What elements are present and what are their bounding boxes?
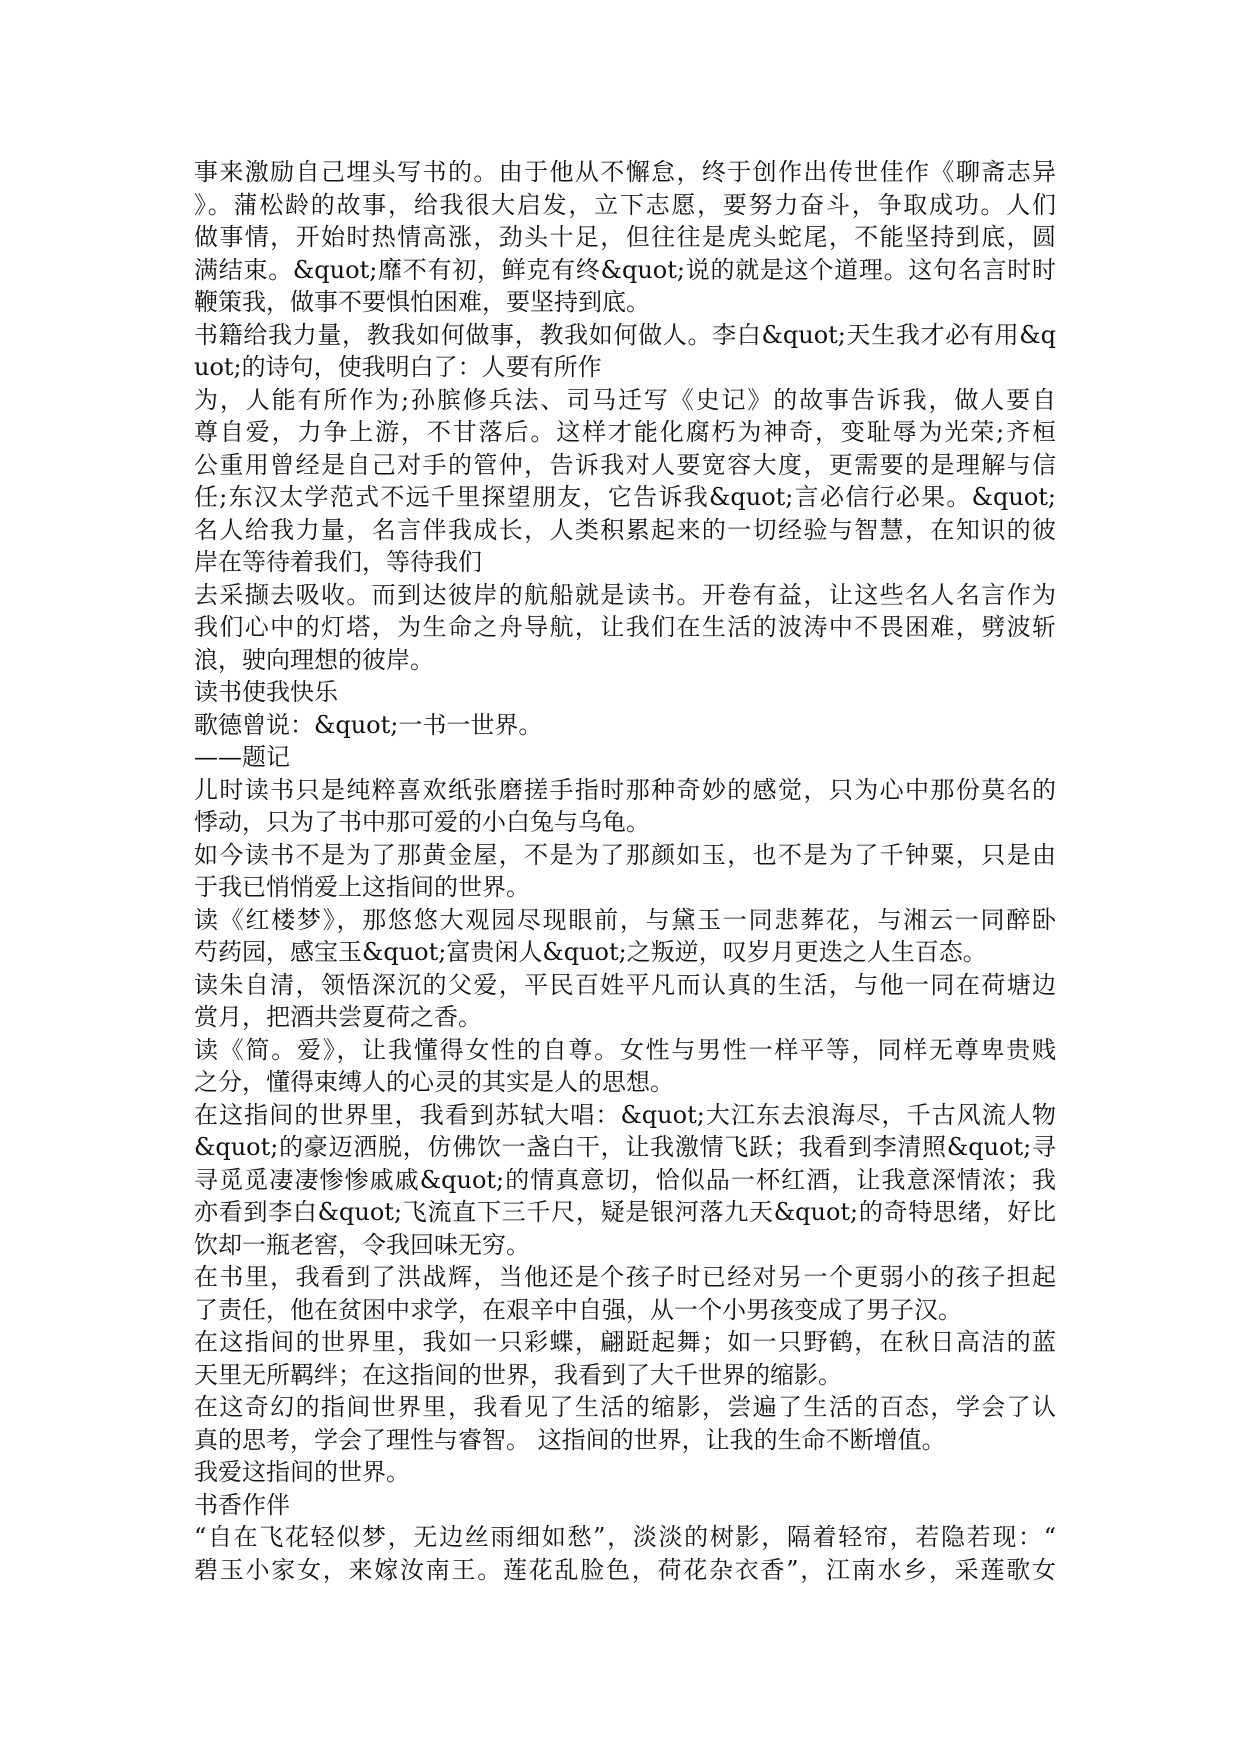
- text-line: uot;的诗句，使我明白了：人要有所作: [194, 353, 602, 381]
- text-line: 在书里，我看到了洪战辉，当他还是个孩子时已经对另一个更弱小的孩子担起: [194, 1263, 1056, 1291]
- text-line: 儿时读书只是纯粹喜欢纸张磨搓手指时那种奇妙的感觉，只为心中那份莫名的: [194, 775, 1056, 804]
- text-line: 读《简。爱》，让我懂得女性的自尊。女性与男性一样平等，同样无尊卑贵贱: [194, 1035, 1056, 1064]
- text-line: &quot;的豪迈洒脱，仿佛饮一盏白干，让我激情飞跃；我看到李清照&quot;寻: [194, 1133, 1056, 1161]
- text-line: 于我已悄悄爱上这指间的世界。: [194, 873, 530, 901]
- text-line: 公重用曾经是自己对手的管仲，告诉我对人要宽容大度，更需要的是理解与信: [194, 450, 1056, 479]
- text-line: 尊自爱，力争上游，不甘落后。这样才能化腐朽为神奇，变耻辱为光荣;齐桓: [194, 418, 1056, 446]
- text-line: ——题记: [194, 743, 290, 771]
- text-line: 读《红楼梦》，那悠悠大观园尽现眼前，与黛玉一同悲葬花，与湘云一同醉卧: [194, 905, 1056, 934]
- document-body: [194, 156, 1056, 1586]
- text-line: 悸动，只为了书中那可爱的小白兔与乌龟。: [194, 808, 650, 836]
- text-line: 亦看到李白&quot;飞流直下三千尺，疑是银河落九天&quot;的奇特思绪，好比: [194, 1198, 1056, 1226]
- text-line: 为，人能有所作为;孙膑修兵法、司马迁写《史记》的故事告诉我，做人要自: [194, 385, 1056, 414]
- text-line: 书香作伴: [194, 1490, 290, 1519]
- text-line: 饮却一瓶老窖，令我回味无穷。: [194, 1230, 530, 1259]
- text-line: 之分，懂得束缚人的心灵的其实是人的思想。: [194, 1068, 674, 1096]
- text-line: 寻觅觅凄凄惨惨戚戚&quot;的情真意切，恰似品一杯红酒，让我意深情浓；我: [194, 1165, 1056, 1194]
- text-line: 真的思考，学会了理性与睿智。 这指间的世界，让我的生命不断增值。: [194, 1425, 946, 1454]
- text-line: 浪，驶向理想的彼岸。: [194, 645, 434, 674]
- text-line: 碧玉小家女，来嫁汝南王。莲花乱脸色，荷花杂衣香”，江南水乡，采莲歌女: [194, 1555, 1056, 1584]
- text-line: 芍药园，感宝玉&quot;富贵闲人&quot;之叛逆，叹岁月更迭之人生百态。: [194, 938, 987, 966]
- text-line: 鞭策我，做事不要惧怕困难，要坚持到底。: [194, 288, 650, 316]
- text-line: 赏月，把酒共尝夏荷之香。: [194, 1003, 482, 1031]
- text-line: 岸在等待着我们，等待我们: [194, 548, 482, 576]
- text-line: 》。蒲松龄的故事，给我很大启发，立下志愿，要努力奋斗，争取成功。人们: [194, 190, 1056, 219]
- text-line: 在这指间的世界里，我看到苏轼大唱：&quot;大江东去浪海尽，千古风流人物: [194, 1100, 1056, 1129]
- text-line: 读朱自清，领悟深沉的父爱，平民百姓平凡而认真的生活，与他一同在荷塘边: [194, 970, 1056, 999]
- text-line: 读书使我快乐: [194, 678, 338, 706]
- text-line: 了责任，他在贫困中求学，在艰辛中自强，从一个小男孩变成了男子汉。: [194, 1295, 962, 1324]
- text-line: 如今读书不是为了那黄金屋，不是为了那颜如玉，也不是为了千钟粟，只是由: [194, 840, 1056, 869]
- text-line: 我们心中的灯塔，为生命之舟导航，让我们在生活的波涛中不畏困难，劈波斩: [194, 613, 1056, 641]
- text-line: “自在飞花轻似梦，无边丝雨细如愁”，淡淡的树影，隔着轻帘，若隐若现：“: [194, 1523, 1056, 1551]
- text-line: 任;东汉太学范式不远千里探望朋友，它告诉我&quot;言必信行必果。&quot;: [194, 483, 1056, 511]
- text-line: 歌德曾说：&quot;一书一世界。: [194, 710, 543, 739]
- text-line: 做事情，开始时热情高涨，劲头十足，但往往是虎头蛇尾，不能坚持到底，圆: [194, 223, 1056, 251]
- text-line: 在这奇幻的指间世界里，我看见了生活的缩影，尝遍了生活的百态，学会了认: [194, 1393, 1056, 1421]
- text-line: 名人给我力量，名言伴我成长，人类积累起来的一切经验与智慧，在知识的彼: [194, 515, 1056, 544]
- text-line: 去采撷去吸收。而到达彼岸的航船就是读书。开卷有益，让这些名人名言作为: [194, 580, 1056, 609]
- text-line: 书籍给我力量，教我如何做事，教我如何做人。李白&quot;天生我才必有用&q: [194, 320, 1056, 349]
- text-line: 事来激励自己埋头写书的。由于他从不懈怠，终于创作出传世佳作《聊斋志异: [194, 158, 1056, 186]
- text-line: 满结束。&quot;靡不有初，鲜克有终&quot;说的就是这个道理。这句名言时时: [194, 255, 1056, 284]
- text-line: 天里无所羁绊；在这指间的世界，我看到了大千世界的缩影。: [194, 1360, 842, 1389]
- text-line: 我爱这指间的世界。: [194, 1458, 410, 1486]
- text-line: 在这指间的世界里，我如一只彩蝶，翩跹起舞；如一只野鹤，在秋日高洁的蓝: [194, 1328, 1056, 1356]
